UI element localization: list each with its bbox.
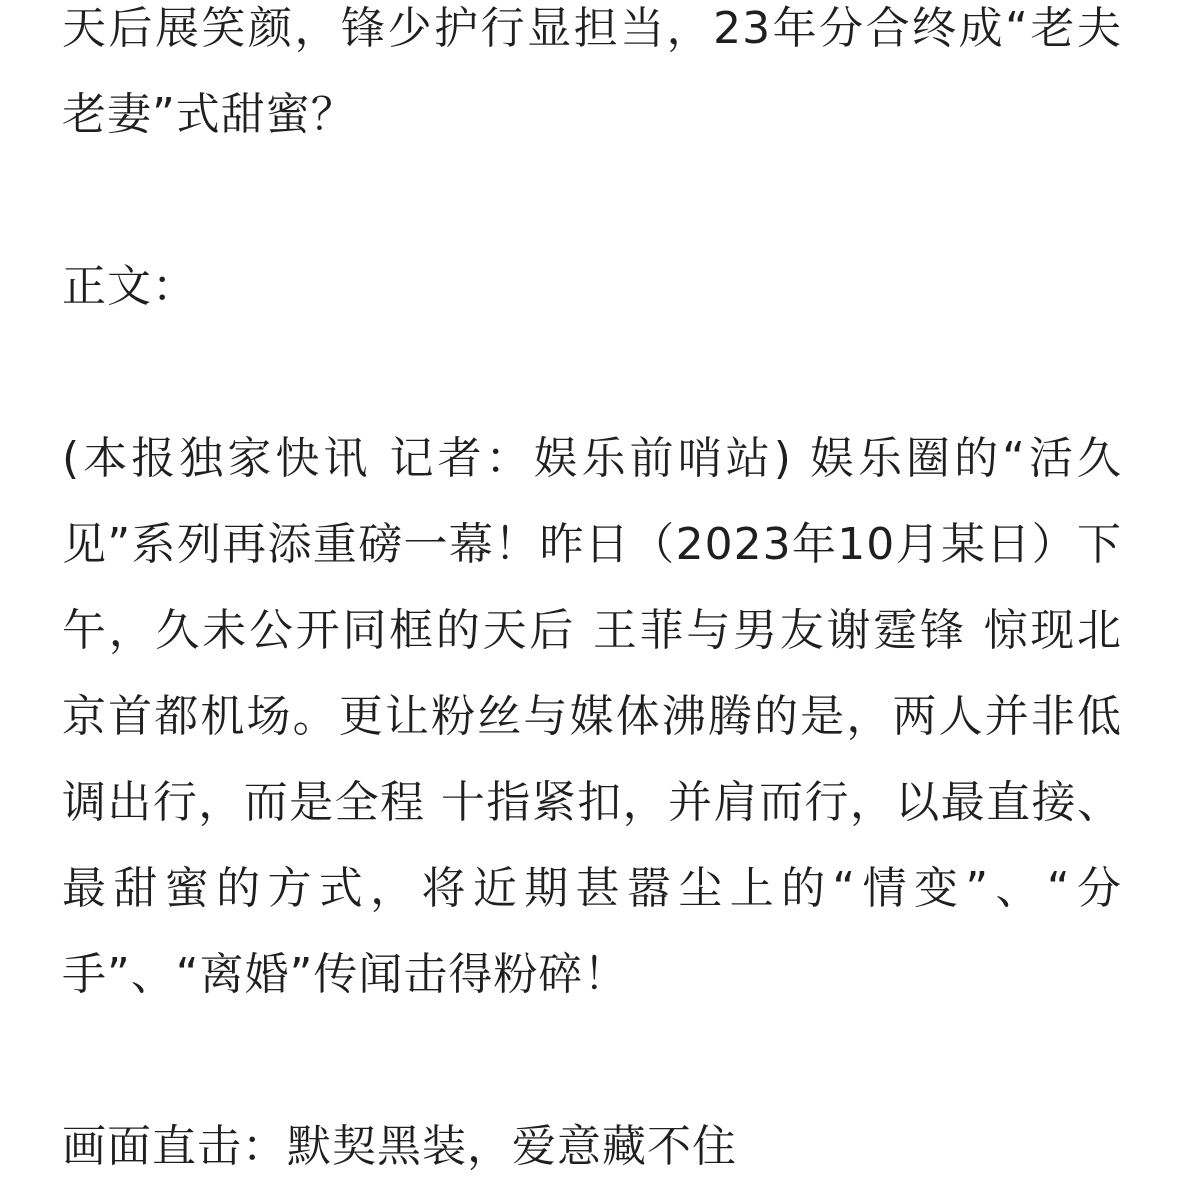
article-paragraph: (本报独家快讯 记者：娱乐前哨站) 娱乐圈的“活久见”系列再添重磅一幕！昨日（2023年10月某日）下午，久未公开同框的天后 王菲与男友谢霆锋 惊现北京首都机场。更让粉丝与媒体沸腾的是，两人并非低调出行，而是全程 十指紧扣，并肩而行，以最直接、最甜蜜的方式，将近期甚嚣尘上的“情变”、“分手”、“离婚”传闻击得粉碎！ bbox=[62, 433, 1122, 1000]
article-title: 天后展笑颜，锋少护行显担当，23年分合终成“老夫老妻”式甜蜜？ bbox=[62, 3, 1122, 140]
article-paragraph-partial: 画面直击：默契黑装，爱意藏不住 bbox=[62, 1121, 737, 1172]
article-body bbox=[62, 0, 1122, 1190]
body-label: 正文： bbox=[62, 261, 197, 312]
